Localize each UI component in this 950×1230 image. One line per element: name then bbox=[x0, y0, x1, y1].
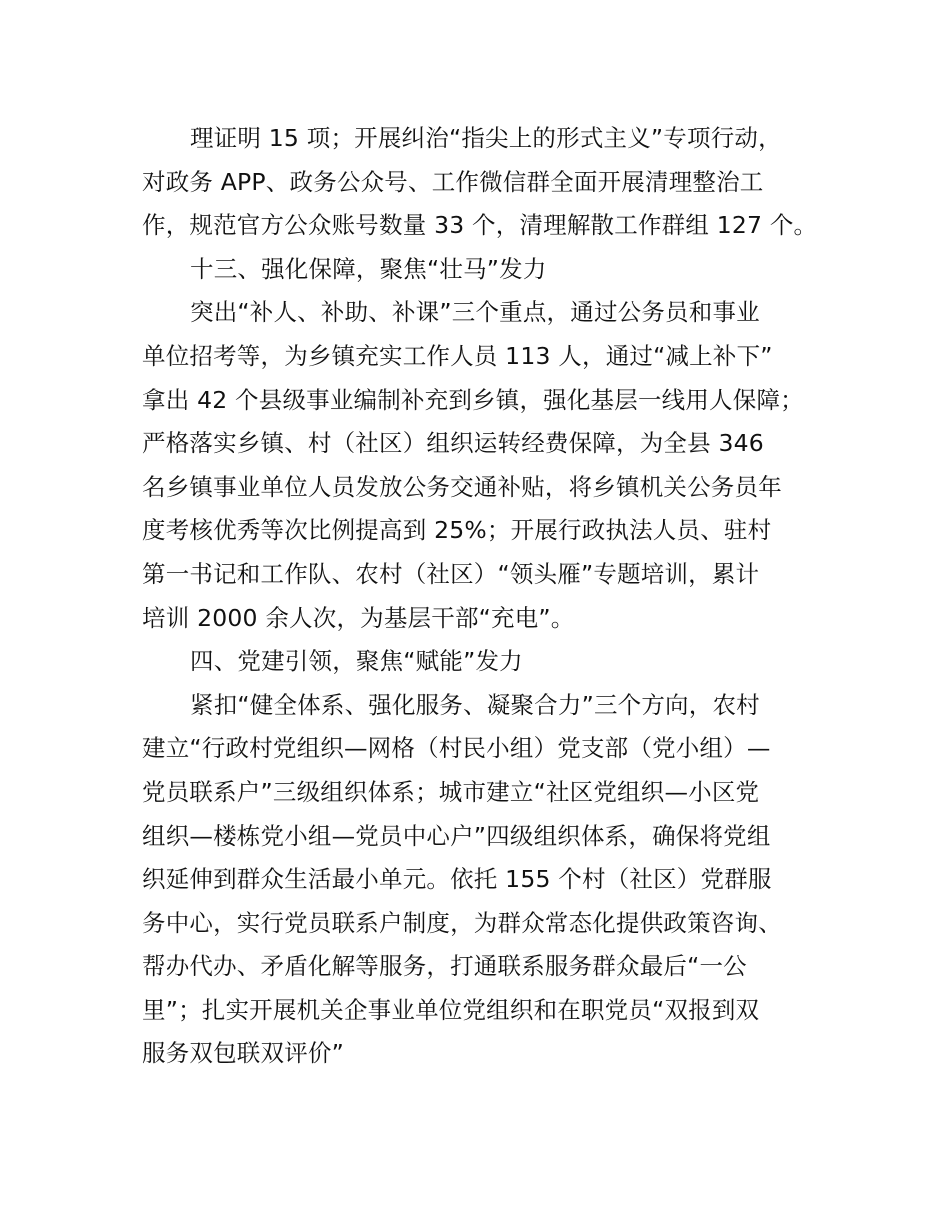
text-line: 度考核优秀等次比例提高到 25%；开展行政执法人员、驻村 bbox=[142, 516, 772, 545]
document-body bbox=[142, 117, 842, 1076]
text-line: 服务双包联双评价” bbox=[142, 1039, 344, 1068]
section-heading-13: 十三、强化保障，聚焦“壮马”发力 bbox=[190, 254, 547, 283]
text-line: 建立“行政村党组织—网格（村民小组）党支部（党小组）— bbox=[142, 734, 771, 763]
text-line: 里”；扎实开展机关企事业单位党组织和在职党员“双报到双 bbox=[142, 995, 760, 1024]
intro-paragraph bbox=[142, 117, 842, 248]
text-line: 织延伸到群众生活最小单元。依托 155 个村（社区）党群服 bbox=[142, 865, 772, 894]
text-line: 对政务 APP、政务公众号、工作微信群全面开展清理整治工 bbox=[142, 167, 764, 196]
text-line: 名乡镇事业单位人员发放公务交通补贴，将乡镇机关公务员年 bbox=[142, 472, 782, 501]
section-heading-4: 四、党建引领，聚焦“赋能”发力 bbox=[190, 647, 523, 676]
text-line: 紧扣“健全体系、强化服务、凝聚合力”三个方向，农村 bbox=[190, 690, 760, 719]
text-line: 务中心，实行党员联系户制度，为群众常态化提供政策咨询、 bbox=[142, 908, 782, 937]
text-line: 培训 2000 余人次，为基层干部“充电”。 bbox=[142, 603, 575, 632]
text-line: 突出“补人、补助、补课”三个重点，通过公务员和事业 bbox=[190, 298, 760, 327]
section-13-paragraph bbox=[142, 291, 842, 640]
text-line: 第一书记和工作队、农村（社区）“领头雁”专题培训，累计 bbox=[142, 559, 760, 588]
text-line: 组织—楼栋党小组—党员中心户”四级组织体系，确保将党组 bbox=[142, 821, 771, 850]
text-line: 严格落实乡镇、村（社区）组织运转经费保障，为全县 346 bbox=[142, 429, 764, 458]
text-line: 理证明 15 项；开展纠治“指尖上的形式主义”专项行动， bbox=[190, 124, 782, 152]
text-line: 拿出 42 个县级事业编制补充到乡镇，强化基层一线用人保障； bbox=[142, 385, 804, 414]
text-line: 帮办代办、矛盾化解等服务，打通联系服务群众最后“一公 bbox=[142, 952, 747, 981]
section-4-paragraph bbox=[142, 684, 842, 1076]
text-line: 作，规范官方公众账号数量 33 个，清理解散工作群组 127 个。 bbox=[142, 211, 818, 240]
text-line: 党员联系户”三级组织体系；城市建立“社区党组织—小区党 bbox=[142, 777, 760, 806]
text-line: 单位招考等，为乡镇充实工作人员 113 人，通过“减上补下” bbox=[142, 341, 773, 370]
